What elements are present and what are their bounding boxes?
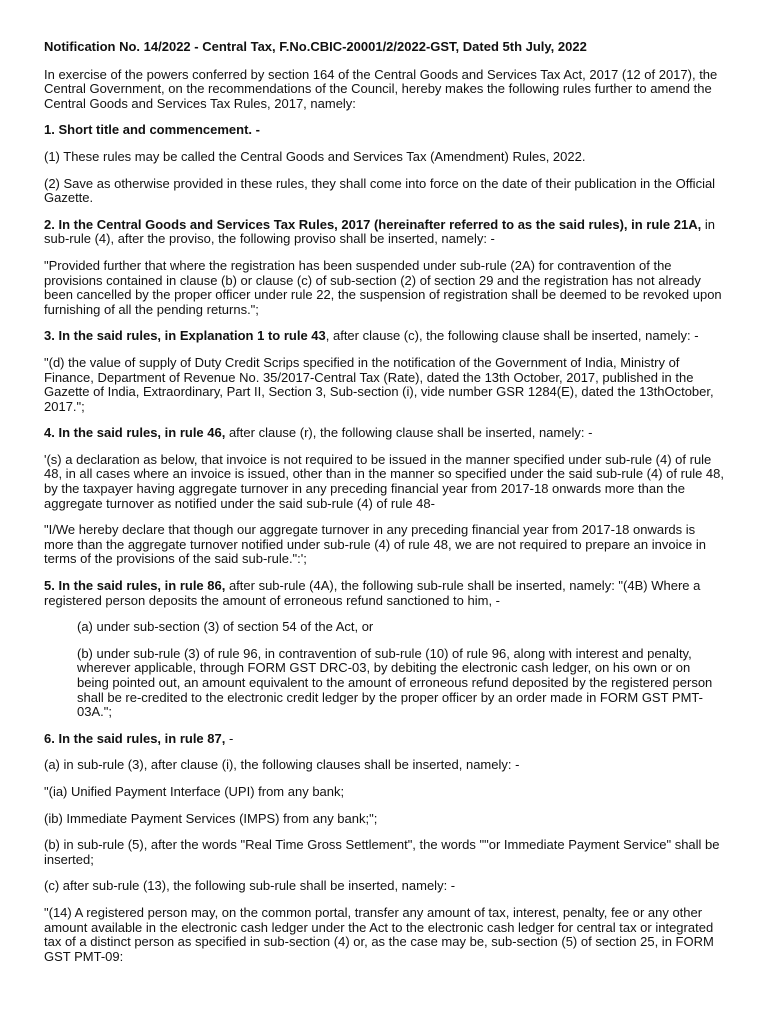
section-1-heading-text: 1. Short title and commencement. - [44,122,260,138]
section-2-text: in sub-rule (4), after the proviso, the following proviso shall be inserted, namely: - [44,216,715,247]
section-4-paragraph [44,426,724,441]
section-5-heading: 5. In the said rules, in rule 86, [44,578,226,594]
section-6-paragraph [44,732,724,747]
section-1-heading [44,123,724,138]
section-3-paragraph [44,329,724,344]
section-1-clause-2: (2) Save as otherwise provided in these rules, they shall come into force on the date of their publication in the Official Gazette. [44,175,716,206]
section-3-heading: 3. In the said rules, in Explanation 1 to rule 43 [44,328,326,344]
notification-title: Notification No. 14/2022 - Central Tax, F.No.CBIC-20001/2/2022-GST, Dated 5th July, 2022 [44,39,587,54]
section-5-clause-b: (b) under sub-rule (3) of rule 96, in contravention of sub-rule (10) of rule 96, along with interest and penalty, wherever applicable, through FORM GST DRC-03, by debiting the electronic cash ledger, on his own or on being pointed out, an amount equivalent to the amount of erroneous refund deposited by the registered person shall be re-credited to the electronic credit ledger by the proper officer by an order made in FORM GST PMT-03A."; [77,645,713,720]
section-3-clause-d: "(d) the value of supply of Duty Credit Scrips specified in the notification of the Government of India, Ministry of Finance, Department of Revenue No. 35/2017-Central Tax (Rate), dated the 13th October, 2017, published in the Gazette of India, Extraordinary, Part II, Section 3, Sub-section (i), vide number GSR 1284(E), dated the 13thOctober, 2017."; [44,354,714,414]
section-6-clause-b: (b) in sub-rule (5), after the words "Real Time Gross Settlement", the words ""or Immediate Payment Service" shall be inserted; [44,837,720,867]
section-2-paragraph [44,218,724,247]
section-1-clause-1: (1) These rules may be called the Central Goods and Services Tax (Amendment) Rules, 2022. [44,148,586,164]
section-6-clause-c: (c) after sub-rule (13), the following sub-rule shall be inserted, namely: - [44,878,456,894]
section-6-sub-rule-14: "(14) A registered person may, on the common portal, transfer any amount of tax, interest, penalty, fee or any other amount available in the electronic cash ledger under the Act to the electronic cash ledger for central tax or integrated tax of a distinct person as specified in sub-section (4) or, as the case may be, sub-section (5) of section 25, in FORM GST PMT-09: [44,904,714,964]
section-2-proviso: "Provided further that where the registration has been suspended under sub-rule (2A) for contravention of the provisions contained in clause (b) or clause (c) of sub-section (2) of section 29 and the registration has not already been cancelled by the proper officer under rule 22, the suspension of registration shall be deemed to be revoked upon furnishing of all the pending returns."; [44,257,722,317]
section-6-clause-ib: (ib) Immediate Payment Services (IMPS) from any bank;"; [44,810,378,826]
section-6-heading: 6. In the said rules, in rule 87, [44,730,226,746]
section-5-paragraph [44,579,724,608]
section-4-clause-s: '(s) a declaration as below, that invoice is not required to be issued in the manner specified under sub-rule (4) of rule 48, in all cases where an invoice is issued, other than in the manner so specified under the said sub-rule (4) of rule 48, by the taxpayer having aggregate turnover in any preceding financial year from 2017-18 onwards more than the aggregate turnover as notified under the said sub-rule (4) of rule 48- [44,451,724,511]
section-6-clause-ia: "(ia) Unified Payment Interface (UPI) from any bank; [44,783,345,799]
section-4-heading: 4. In the said rules, in rule 46, [44,425,226,441]
section-4-text: after clause (r), the following clause shall be inserted, namely: - [225,425,593,441]
section-4-declaration: "I/We hereby declare that though our aggregate turnover in any preceding financial year from 2017-18 onwards is more than the aggregate turnover notified under sub-rule (4) of rule 48, we are not required to prepare an invoice in terms of the provisions of the said sub-rule.":'; [44,522,706,567]
section-5-clause-a: (a) under sub-section (3) of section 54 of the Act, or [77,619,374,635]
section-5-text: after sub-rule (4A), the following sub-rule shall be inserted, namely: "(4B) Where a registered person deposits the amount of erroneous refund sanctioned to him, - [44,578,701,608]
section-6-clause-a: (a) in sub-rule (3), after clause (i), the following clauses shall be inserted, namely: - [44,757,520,773]
section-3-text: , after clause (c), the following clause shall be inserted, namely: - [325,328,699,344]
intro-paragraph: In exercise of the powers conferred by section 164 of the Central Goods and Services Tax Act, 2017 (12 of 2017), the Central Government, on the recommendations of the Council, hereby makes the following rules further to amend the Central Goods and Services Tax Rules, 2017, namely: [44,66,718,111]
section-2-heading: 2. In the Central Goods and Services Tax Rules, 2017 (hereinafter referred to as the said rules), in rule 21A, [44,216,702,232]
section-6-text: - [225,730,234,746]
